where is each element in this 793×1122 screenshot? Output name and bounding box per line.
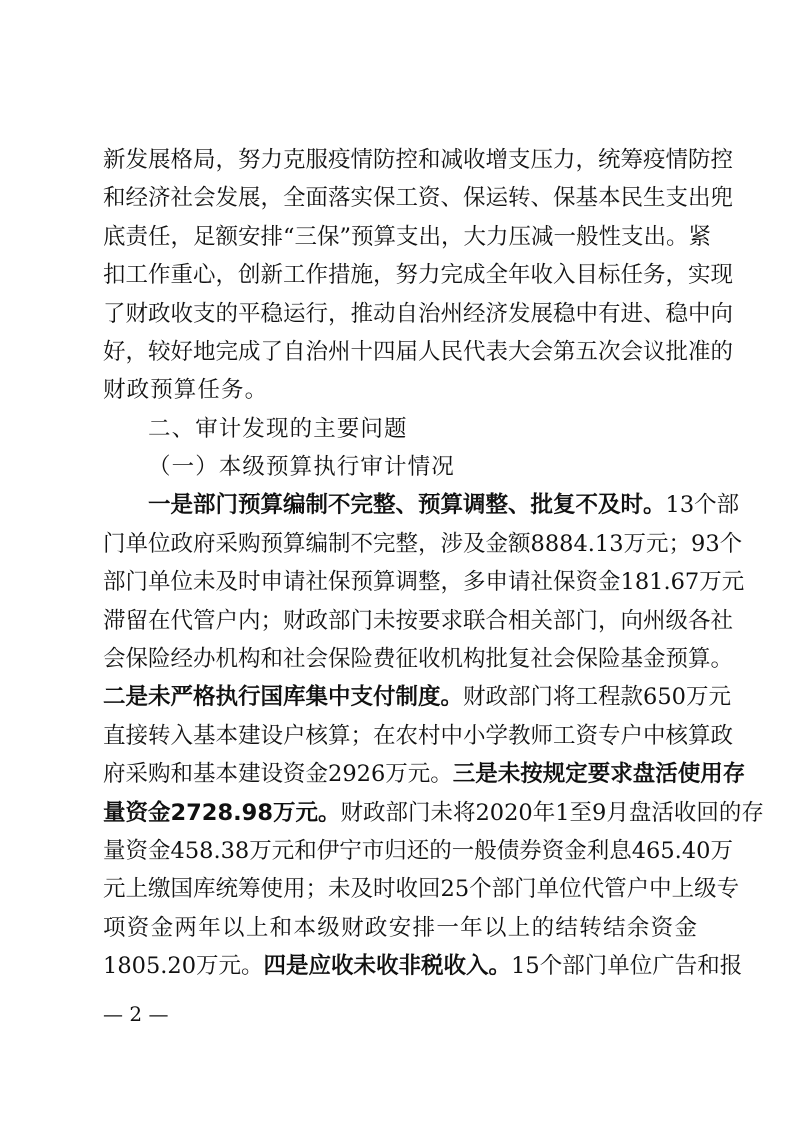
paragraph-line — [103, 679, 731, 715]
paragraph-line: 直接转入基本建设户核算；在农村中小学教师工资专户中核算政 — [103, 723, 734, 749]
page-number: — 2 — — [103, 1002, 169, 1026]
paragraph-line: 元上缴国库统筹使用；未及时收回25个部门单位代管户中上级专 — [103, 876, 740, 902]
paragraph-line — [103, 756, 746, 792]
key-point-1: 一是部门预算编制不完整、预算调整、批复不及时。 — [148, 492, 666, 518]
paragraph-line: 和经济社会发展，全面落实保工资、保运转、保基本民生支出兜 — [103, 185, 734, 211]
key-point-4: 四是应收未收非税收入。 — [263, 953, 512, 979]
key-point-2: 二是未严格执行国库集中支付制度。 — [103, 684, 464, 710]
paragraph-line — [103, 948, 743, 984]
text-run: 13个部 — [665, 492, 740, 518]
paragraph-line: 滞留在代管户内；财政部门未按要求联合相关部门，向州级各社 — [103, 608, 734, 634]
text-run: 府采购和基本建设资金2926万元。 — [103, 761, 453, 787]
key-point-3: 三是未按规定要求盘活使用存 — [452, 761, 746, 787]
paragraph-line: 会保险经办机构和社会保险费征收机构批复社会保险基金预算。 — [103, 646, 734, 672]
paragraph-line: 项资金两年以上和本级财政安排一年以上的结转结余资金 — [103, 915, 697, 941]
paragraph-line: 扣工作重心，创新工作措施，努力完成全年收入目标任务，实现 — [103, 262, 734, 288]
subsection-heading: （一）本级预算执行审计情况 — [148, 454, 455, 480]
paragraph-line: 了财政收支的平稳运行，推动自治州经济发展稳中有进、稳中向 — [103, 301, 734, 327]
paragraph-line: 量资金458.38万元和伊宁市归还的一般债券资金利息465.40万 — [103, 838, 733, 864]
paragraph-line: 新发展格局，努力克服疫情防控和减收增支压力，统筹疫情防控 — [103, 147, 734, 173]
paragraph-line: 部门单位未及时申请社保预算调整，多申请社保资金181.67万元 — [103, 569, 745, 595]
text-run: 1805.20万元。 — [103, 953, 264, 979]
paragraph-line: 门单位政府采购预算编制不完整，涉及金额8884.13万元；93个 — [103, 531, 743, 557]
paragraph-line: 财政预算任务。 — [103, 377, 269, 403]
paragraph-line: 好，较好地完成了自治州十四届人民代表大会第五次会议批准的 — [103, 339, 734, 365]
key-point-3-cont: 量资金2728.98万元。 — [103, 800, 341, 826]
text-run: 财政部门未将2020年1至9月盘活收回的存 — [340, 800, 764, 826]
paragraph-line — [148, 487, 740, 523]
section-heading: 二、审计发现的主要问题 — [148, 416, 408, 442]
text-run: 财政部门将工程款650万元 — [463, 684, 731, 710]
paragraph-line: 底责任，足额安排“三保”预算支出，大力压减一般性支出。紧 — [103, 224, 712, 250]
text-run: 15个部门单位广告和报 — [511, 953, 743, 979]
paragraph-line — [103, 795, 764, 831]
